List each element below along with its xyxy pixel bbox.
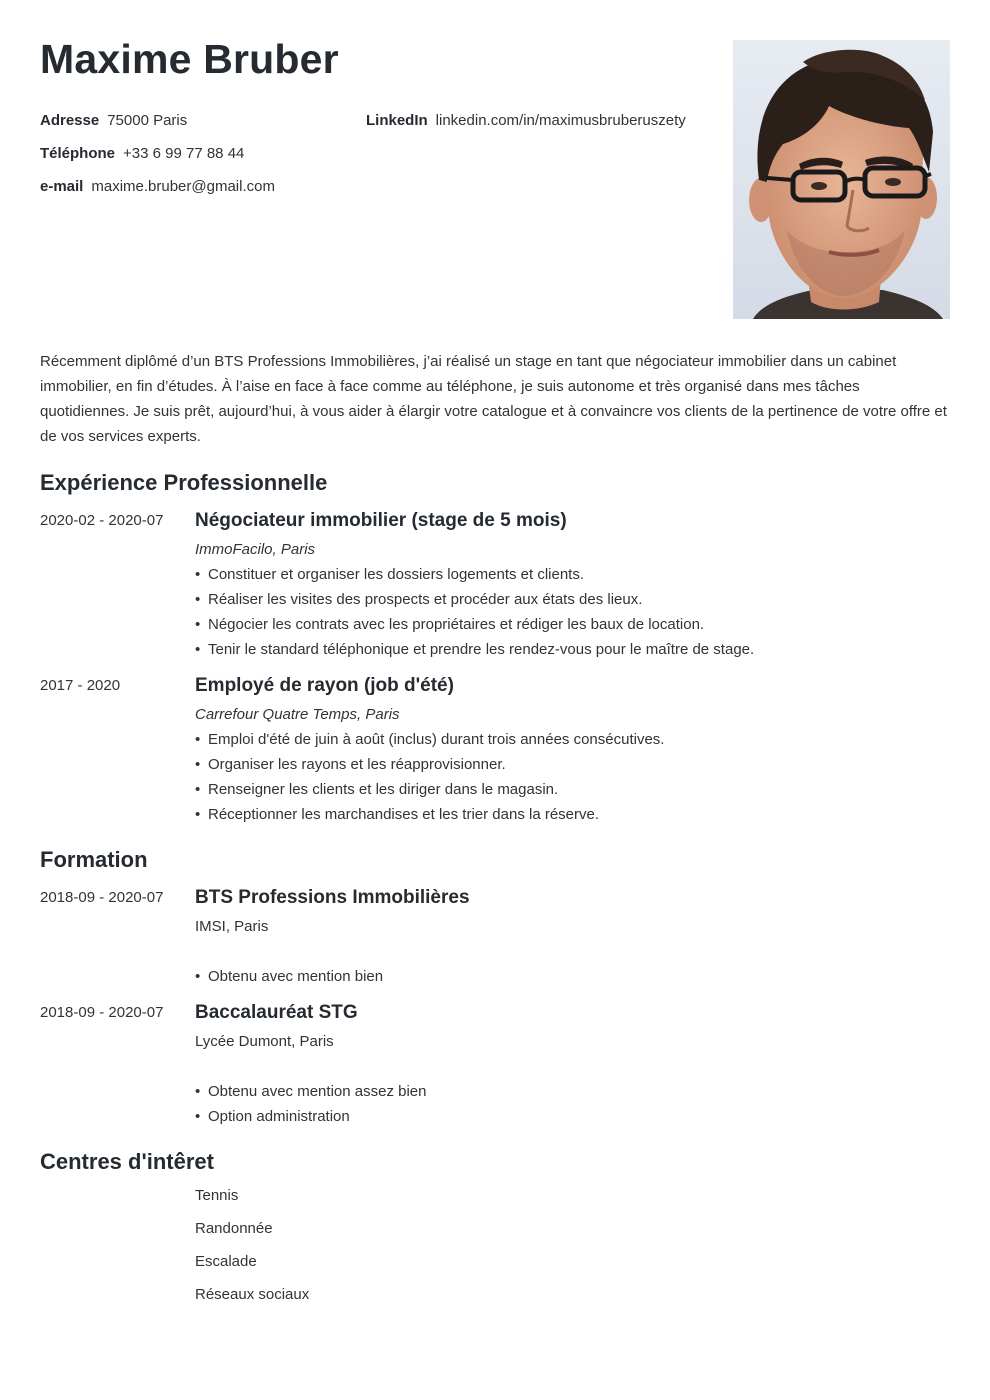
email-label: e-mail — [40, 178, 84, 195]
profile-photo — [733, 40, 950, 319]
entry-date: 2017 - 2020 — [40, 677, 121, 694]
entry-title: Négociateur immobilier (stage de 5 mois) — [195, 510, 567, 531]
list-item — [195, 637, 952, 662]
list-item-text: Tenir le standard téléphonique et prendre les rendez-vous pour le maître de stage. — [208, 641, 755, 658]
bullet-glyph: • — [195, 756, 201, 773]
linkedin-label: LinkedIn — [366, 112, 428, 129]
section-title-education: Formation — [40, 847, 148, 872]
address-label: Adresse — [40, 112, 100, 129]
contact-email — [40, 178, 275, 195]
interest-item: Tennis — [195, 1187, 239, 1204]
entry-title: Employé de rayon (job d'été) — [195, 675, 454, 696]
list-item-text: Emploi d'été de juin à août (inclus) durant trois années consécutives. — [208, 731, 665, 748]
bullet-glyph: • — [195, 968, 201, 985]
entry-title: Baccalauréat STG — [195, 1002, 358, 1023]
list-item — [195, 752, 952, 777]
bullet-glyph: • — [195, 566, 201, 583]
entry-body — [195, 510, 952, 662]
interest-item: Escalade — [195, 1253, 257, 1270]
interest-item: Randonnée — [195, 1220, 273, 1237]
section-title-experience: Expérience Professionnelle — [40, 470, 328, 495]
entry-title: BTS Professions Immobilières — [195, 887, 470, 908]
bullet-glyph: • — [195, 1108, 201, 1125]
list-item-text: Option administration — [208, 1108, 350, 1125]
entry-bullets — [195, 727, 952, 827]
list-item-text: Obtenu avec mention bien — [208, 968, 384, 985]
phone-value: +33 6 99 77 88 44 — [123, 145, 245, 162]
entry-organization: ImmoFacilo, Paris — [195, 541, 316, 558]
list-item — [195, 964, 952, 989]
list-item-text: Constituer et organiser les dossiers logements et clients. — [208, 566, 585, 583]
list-item — [195, 777, 952, 802]
list-item — [195, 1079, 952, 1104]
list-item-text: Réaliser les visites des prospects et procéder aux états des lieux. — [208, 591, 643, 608]
list-item — [195, 727, 952, 752]
entry-bullets — [195, 1079, 952, 1129]
entry-organization: Carrefour Quatre Temps, Paris — [195, 706, 400, 723]
list-item — [195, 802, 952, 827]
entry-body — [195, 1002, 952, 1129]
entry-body — [195, 675, 952, 827]
list-item — [195, 1104, 952, 1129]
address-value: 75000 Paris — [107, 112, 188, 129]
profile-summary: Récemment diplômé d’un BTS Professions Immobilières, j’ai réalisé un stage en tant que négociateur immobilier dans un cabinet immobilier, en fin d’études. À l’aise en face à face comme au téléphone, je suis autonome et très organisé dans mes tâches quotidiennes. Je suis prêt, aujourd’hui, à vous aider à élargir votre catalogue et à convaincre vos clients de la pertinence de votre offre et de vos services experts. — [40, 353, 947, 445]
entry-organization: Lycée Dumont, Paris — [195, 1033, 334, 1050]
entry-bullets — [195, 562, 952, 662]
entry-body — [195, 887, 952, 989]
interest-item: Réseaux sociaux — [195, 1286, 310, 1303]
bullet-glyph: • — [195, 731, 201, 748]
list-item — [195, 612, 952, 637]
list-item-text: Obtenu avec mention assez bien — [208, 1083, 427, 1100]
email-value[interactable]: maxime.bruber@gmail.com — [91, 178, 275, 195]
entry-bullets — [195, 964, 952, 989]
entry-organization: IMSI, Paris — [195, 918, 269, 935]
entry-date: 2018-09 - 2020-07 — [40, 1004, 164, 1021]
entry-date: 2018-09 - 2020-07 — [40, 889, 164, 906]
bullet-glyph: • — [195, 616, 201, 633]
linkedin-value[interactable]: linkedin.com/in/maximusbruberuszety — [435, 112, 686, 129]
entry-date: 2020-02 - 2020-07 — [40, 512, 164, 529]
section-title-interests: Centres d'intêret — [40, 1149, 214, 1174]
list-item-text: Négocier les contrats avec les propriétaires et rédiger les baux de location. — [208, 616, 705, 633]
bullet-glyph: • — [195, 591, 201, 608]
list-item-text: Renseigner les clients et les diriger dans le magasin. — [208, 781, 559, 798]
bullet-glyph: • — [195, 641, 201, 658]
list-item-text: Organiser les rayons et les réapprovisionner. — [208, 756, 506, 773]
contact-address — [40, 112, 187, 129]
list-item-text: Réceptionner les marchandises et les trier dans la réserve. — [208, 806, 600, 823]
bullet-glyph: • — [195, 1083, 201, 1100]
list-item — [195, 562, 952, 587]
bullet-glyph: • — [195, 781, 201, 798]
candidate-name: Maxime Bruber — [40, 36, 339, 82]
contact-phone — [40, 145, 244, 162]
contact-linkedin — [366, 112, 686, 129]
bullet-glyph: • — [195, 806, 201, 823]
phone-label: Téléphone — [40, 145, 116, 162]
list-item — [195, 587, 952, 612]
